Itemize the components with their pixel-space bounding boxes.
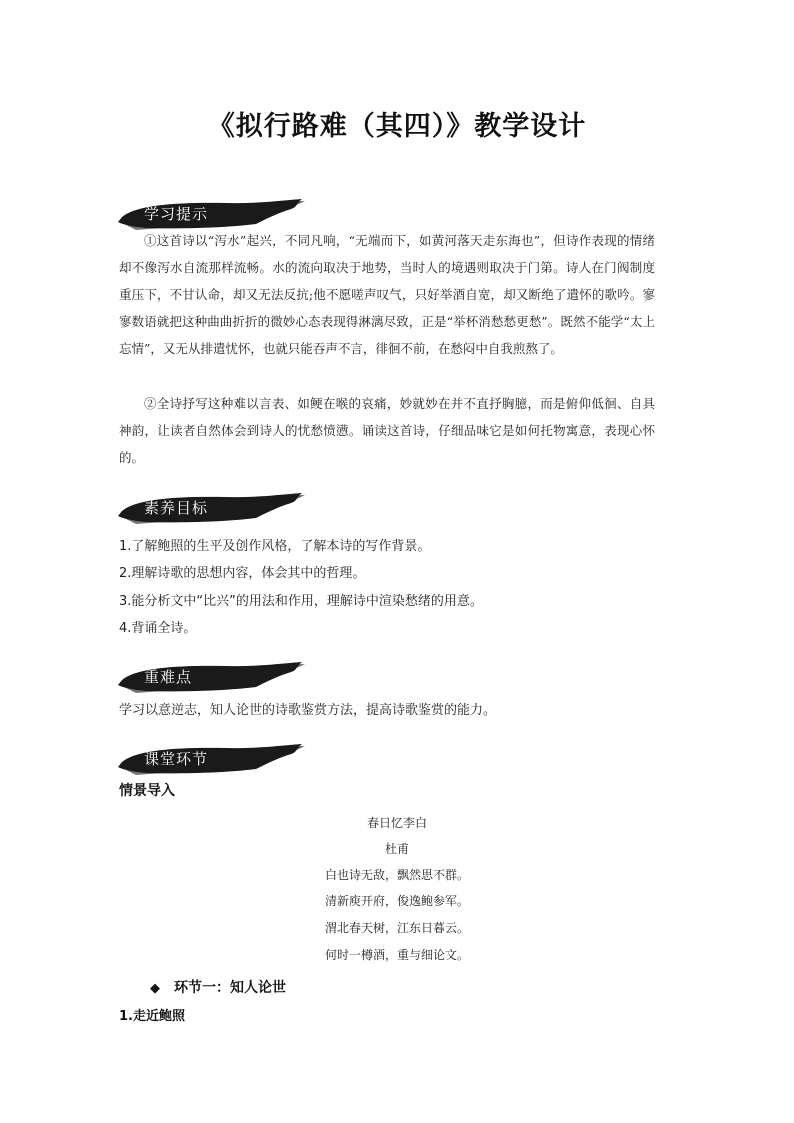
section-banner-goals	[116, 491, 306, 525]
intro-heading: 情景导入	[119, 783, 175, 799]
poem-author: 杜甫	[384, 842, 409, 856]
poem-line-1: 白也诗无敌，飘然思不群。	[324, 868, 469, 882]
diamond-icon: ◆	[150, 981, 160, 996]
section-label: 学习提示	[144, 205, 209, 223]
section-banner-key-points	[116, 660, 306, 694]
paragraph-1: ①这首诗以“泻水”起兴，不同凡响，“无端而下，如黄河落天走东海也”，但诗作表现的情绪却不像泻水自流那样流畅。水的流向取决于地势，当时人的境遇则取决于门第。诗人在门阀制度重压下，不甘认命，却又无法反抗;他不愿嗟声叹气，只好举酒自宽，却又断绝了遣怀的歌吟。寥寥数语就把这种曲曲折折的微妙心态表现得淋漓尽致，正是“举杯消愁愁更愁”。既然不能学“太上忘情”，又无从排遣忧怀，也就只能吞声不言，徘徊不前，在愁闷中自我煎熬了。	[119, 233, 655, 356]
section-label: 课堂环节	[144, 750, 209, 768]
poem-title: 春日忆李白	[366, 816, 427, 830]
step-heading-text: 环节一：知人论世	[174, 980, 286, 996]
paragraph-2: ②全诗抒写这种难以言表、如鲠在喉的哀痛，妙就妙在并不直抒胸臆，而是俯仰低徊、自具神韵，让读者自然体会到诗人的忧愁愤懑。诵读这首诗，仔细品味它是如何托物寓意，表现心怀的。	[119, 396, 655, 465]
document-title: 《拟行路难（其四）》教学设计	[207, 111, 587, 142]
key-points-text: 学习以意逆志，知人论世的诗歌鉴赏方法，提高诗歌鉴赏的能力。	[119, 703, 497, 718]
section-label: 素养目标	[144, 499, 209, 517]
goal-item-2: 2.理解诗歌的思想内容，体会其中的哲理。	[119, 566, 366, 581]
poem-line-4: 何时一樽酒，重与细论文。	[324, 948, 469, 962]
section-banner-class	[116, 742, 306, 776]
poem-line-3: 渭北春天树，江东日暮云。	[324, 921, 469, 935]
goal-item-4: 4.背诵全诗。	[119, 621, 197, 636]
poem-line-2: 清新庾开府，俊逸鲍参军。	[324, 894, 469, 908]
section-label: 重难点	[144, 668, 193, 686]
goal-item-1: 1.了解鲍照的生平及创作风格，了解本诗的写作背景。	[119, 539, 431, 554]
goal-item-3: 3.能分析文中“比兴”的用法和作用，理解诗中渲染愁绪的用意。	[119, 594, 483, 609]
step-heading	[150, 977, 286, 997]
section-banner-study-tips	[116, 197, 306, 231]
sub-heading: 1.走近鲍照	[119, 1009, 185, 1024]
